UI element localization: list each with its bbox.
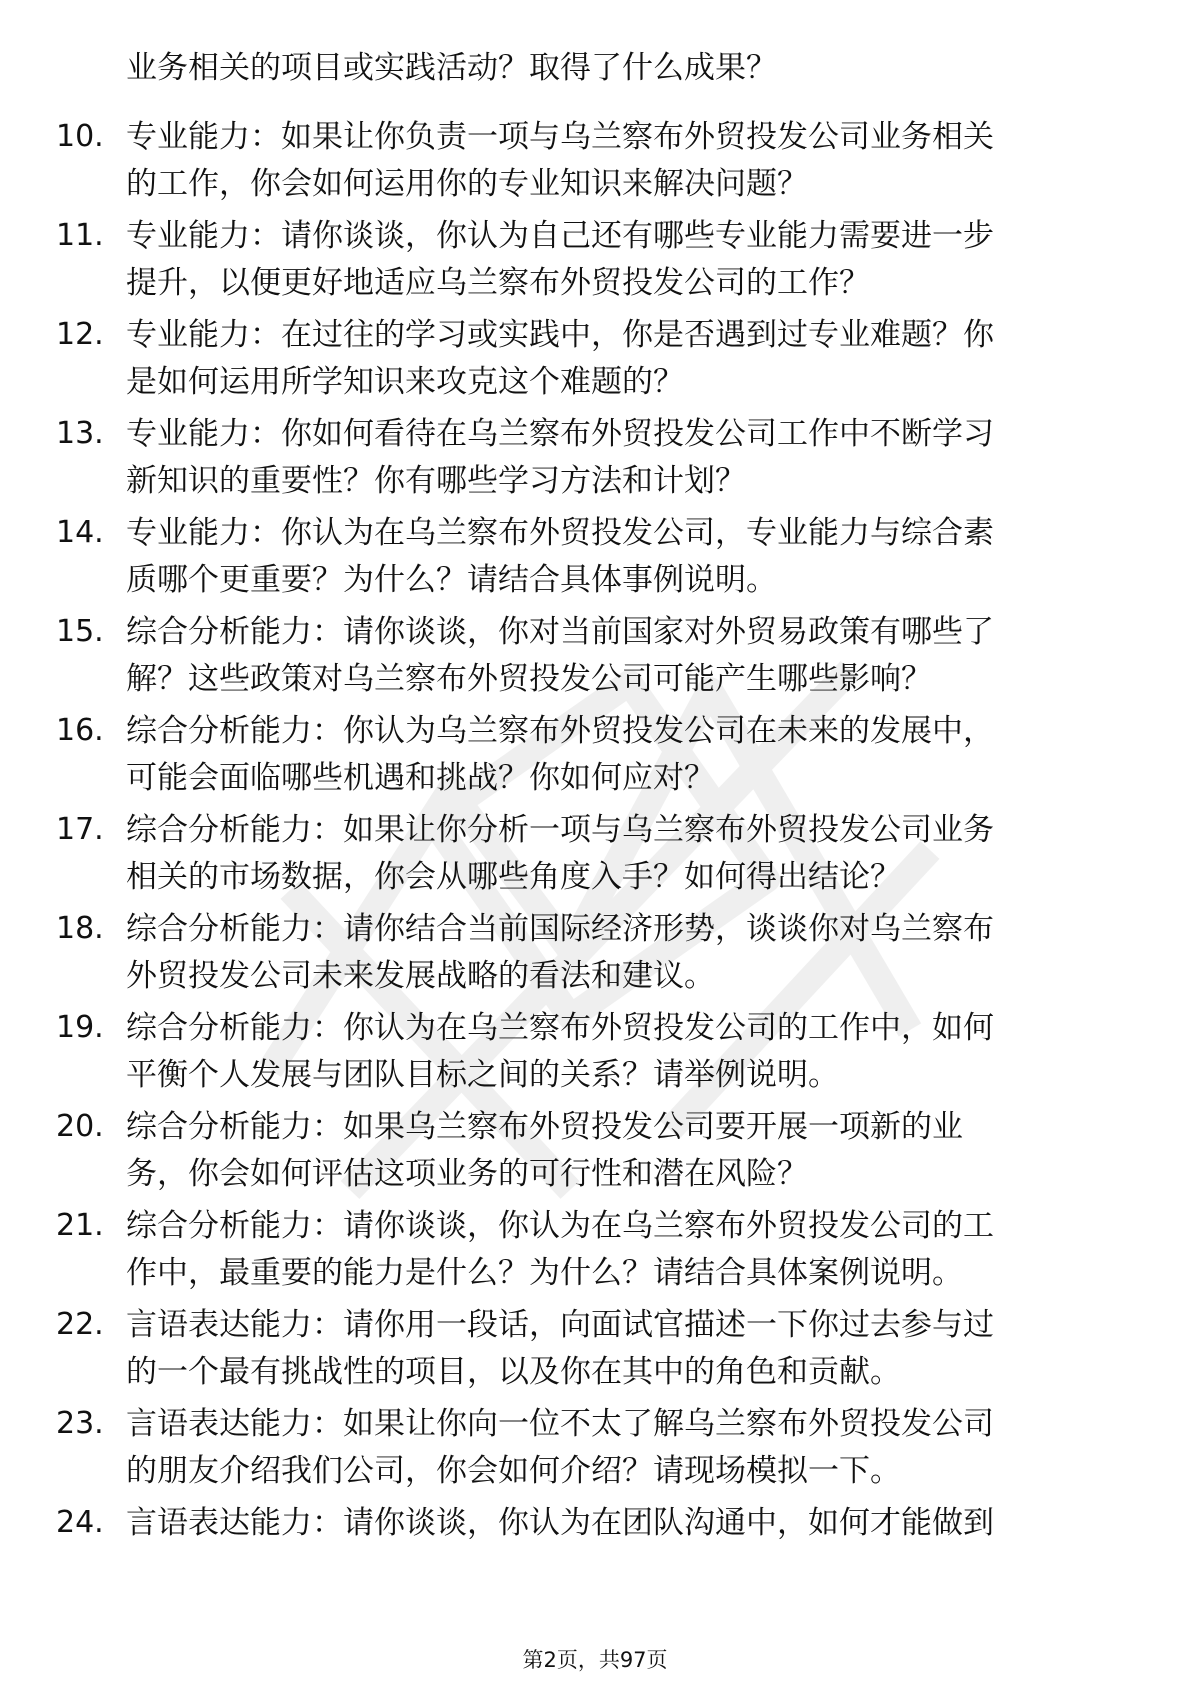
question-item-24: [0, 1499, 1190, 1598]
question-text-line-2: 质哪个更重要？为什么？请结合具体事例说明。: [126, 562, 777, 598]
question-text-line-2: 作中，最重要的能力是什么？为什么？请结合具体案例说明。: [126, 1255, 963, 1291]
question-list: [0, 113, 1190, 1598]
question-item-16: [0, 707, 1190, 806]
question-text-line-1: 专业能力：如果让你负责一项与乌兰察布外贸投发公司业务相关: [126, 119, 994, 155]
question-text-line-2: 相关的市场数据，你会从哪些角度入手？如何得出结论？: [126, 859, 901, 895]
question-number: 20.: [56, 1109, 104, 1144]
question-text-line-2: 新知识的重要性？你有哪些学习方法和计划？: [126, 463, 746, 499]
question-number: 13.: [56, 416, 104, 451]
question-number: 18.: [56, 911, 104, 946]
question-number: 23.: [56, 1406, 104, 1441]
question-item-15: [0, 608, 1190, 707]
page-footer: 第2页，共97页: [522, 1648, 668, 1672]
question-text-line-1: 言语表达能力：如果让你向一位不太了解乌兰察布外贸投发公司: [126, 1406, 994, 1442]
question-number: 24.: [56, 1505, 104, 1540]
question-text-line-2: 外贸投发公司未来发展战略的看法和建议。: [126, 958, 715, 994]
question-item-21: [0, 1202, 1190, 1301]
question-number: 19.: [56, 1010, 104, 1045]
question-number: 12.: [56, 317, 104, 352]
question-text-line-2: 可能会面临哪些机遇和挑战？你如何应对？: [126, 760, 715, 796]
question-text-line-2: 解？这些政策对乌兰察布外贸投发公司可能产生哪些影响？: [126, 661, 932, 697]
question-number: 11.: [56, 218, 104, 253]
question-text-line-2: 的一个最有挑战性的项目，以及你在其中的角色和贡献。: [126, 1354, 901, 1390]
question-text-line-1: 专业能力：请你谈谈，你认为自己还有哪些专业能力需要进一步: [126, 218, 994, 254]
question-text-line-1: 专业能力：在过往的学习或实践中，你是否遇到过专业难题？你: [126, 317, 994, 353]
question-text-line-2: 的朋友介绍我们公司，你会如何介绍？请现场模拟一下。: [126, 1453, 901, 1489]
question-text-line-1: 综合分析能力：如果让你分析一项与乌兰察布外贸投发公司业务: [126, 812, 994, 848]
question-item-23: [0, 1400, 1190, 1499]
question-number: 10.: [56, 119, 104, 154]
intro-line: 业务相关的项目或实践活动？取得了什么成果？: [126, 50, 777, 86]
question-text-line-1: 综合分析能力：请你结合当前国际经济形势，谈谈你对乌兰察布: [126, 911, 994, 947]
question-item-17: [0, 806, 1190, 905]
question-number: 15.: [56, 614, 104, 649]
question-text-line-1: 综合分析能力：请你谈谈，你对当前国家对外贸易政策有哪些了: [126, 614, 994, 650]
question-item-12: [0, 311, 1190, 410]
question-number: 17.: [56, 812, 104, 847]
question-text-line-1: 专业能力：你认为在乌兰察布外贸投发公司，专业能力与综合素: [126, 515, 994, 551]
question-text-line-1: 言语表达能力：请你用一段话，向面试官描述一下你过去参与过: [126, 1307, 994, 1343]
question-item-10: [0, 113, 1190, 212]
question-number: 16.: [56, 713, 104, 748]
question-number: 21.: [56, 1208, 104, 1243]
question-item-13: [0, 410, 1190, 509]
question-text-line-2: 平衡个人发展与团队目标之间的关系？请举例说明。: [126, 1057, 839, 1093]
question-text-line-2: 是如何运用所学知识来攻克这个难题的？: [126, 364, 684, 400]
question-number: 14.: [56, 515, 104, 550]
question-text-line-1: 言语表达能力：请你谈谈，你认为在团队沟通中，如何才能做到: [126, 1505, 994, 1541]
question-text-line-1: 专业能力：你如何看待在乌兰察布外贸投发公司工作中不断学习: [126, 416, 994, 452]
question-text-line-1: 综合分析能力：请你谈谈，你认为在乌兰察布外贸投发公司的工: [126, 1208, 994, 1244]
question-text-line-2: 务，你会如何评估这项业务的可行性和潜在风险？: [126, 1156, 808, 1192]
question-text-line-1: 综合分析能力：如果乌兰察布外贸投发公司要开展一项新的业: [126, 1109, 963, 1145]
question-text-line-2: 提升，以便更好地适应乌兰察布外贸投发公司的工作？: [126, 265, 870, 301]
question-text-line-2: 的工作，你会如何运用你的专业知识来解决问题？: [126, 166, 808, 202]
question-text-line-1: 综合分析能力：你认为在乌兰察布外贸投发公司的工作中，如何: [126, 1010, 994, 1046]
question-item-19: [0, 1004, 1190, 1103]
question-text-line-1: 综合分析能力：你认为乌兰察布外贸投发公司在未来的发展中，: [126, 713, 994, 749]
question-item-11: [0, 212, 1190, 311]
question-item-22: [0, 1301, 1190, 1400]
question-number: 22.: [56, 1307, 104, 1342]
question-item-18: [0, 905, 1190, 1004]
question-item-14: [0, 509, 1190, 608]
question-item-20: [0, 1103, 1190, 1202]
